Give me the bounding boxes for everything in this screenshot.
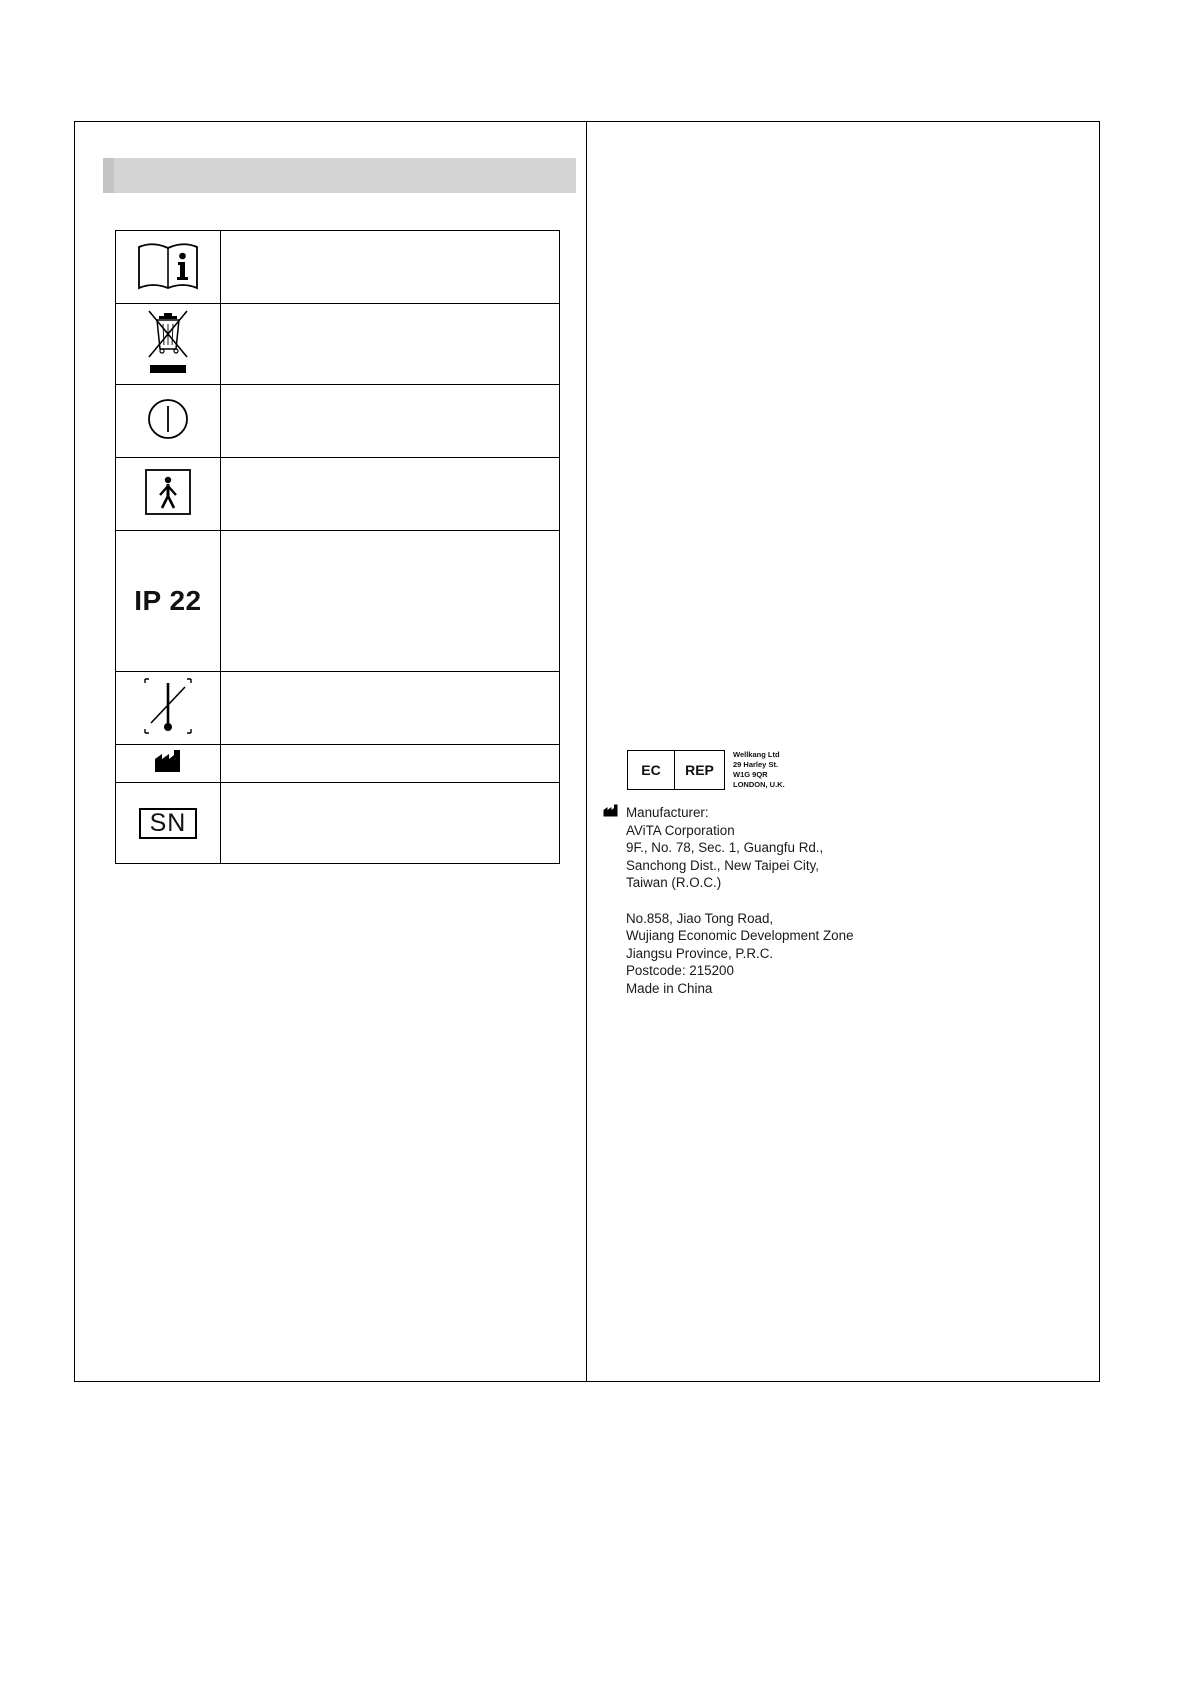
ec-rep-address-line: 29 Harley St. — [733, 760, 779, 769]
address-line: Jiangsu Province, P.R.C. — [626, 945, 774, 961]
table-row — [116, 458, 560, 531]
rep-label: REP — [685, 762, 714, 778]
symbol-cell — [116, 783, 221, 864]
symbols-table — [115, 230, 560, 864]
symbol-cell — [116, 385, 221, 458]
serial-number-label: SN — [139, 808, 197, 839]
symbol-description — [220, 745, 559, 783]
address-line: 9F., No. 78, Sec. 1, Guangfu Rd., — [626, 840, 824, 856]
header-bar-notch — [103, 158, 114, 193]
symbol-description — [220, 385, 559, 458]
ec-rep-address-line: LONDON, U.K. — [733, 780, 785, 789]
manufacturer-small-factory-icon — [603, 804, 618, 817]
symbol-description — [220, 231, 559, 304]
power-on-icon — [146, 397, 190, 441]
symbol-cell — [116, 458, 221, 531]
ip-rating-label: IP 22 — [134, 585, 202, 616]
symbol-description — [220, 783, 559, 864]
manufacturer-factory-icon — [154, 749, 182, 773]
postcode: Postcode: 215200 — [626, 963, 734, 979]
symbol-cell — [116, 745, 221, 783]
symbol-cell — [116, 672, 221, 745]
ec-rep-label — [627, 750, 725, 790]
address-line: Taiwan (R.O.C.) — [626, 875, 722, 891]
symbol-cell — [116, 231, 221, 304]
table-row — [116, 745, 560, 783]
manufacturer-heading: Manufacturer: — [626, 805, 709, 820]
address-line: Wujiang Economic Development Zone — [626, 928, 854, 944]
table-row — [116, 531, 560, 672]
manufacturer-info — [626, 804, 854, 998]
manufacturer-company: AViTA Corporation — [626, 822, 735, 838]
symbol-description — [220, 304, 559, 385]
address-line: No.858, Jiao Tong Road, — [626, 910, 774, 926]
table-row — [116, 385, 560, 458]
column-divider — [586, 121, 587, 1382]
ec-label: EC — [628, 751, 675, 789]
temperature-limit-icon — [143, 677, 193, 735]
symbol-description — [220, 672, 559, 745]
ec-rep-block — [627, 750, 785, 790]
table-row — [116, 231, 560, 304]
weee-crossed-bin-icon — [143, 309, 193, 375]
type-bf-applied-part-icon — [144, 468, 192, 516]
table-row — [116, 304, 560, 385]
made-in: Made in China — [626, 980, 713, 996]
address-line: Sanchong Dist., New Taipei City, — [626, 857, 820, 873]
ec-rep-address-line: Wellkang Ltd — [733, 750, 780, 759]
ec-rep-address-line: W1G 9QR — [733, 770, 768, 779]
instructions-manual-icon — [135, 239, 201, 291]
spacer — [626, 892, 854, 910]
symbol-description — [220, 531, 559, 672]
symbol-description — [220, 458, 559, 531]
symbol-cell — [116, 531, 221, 672]
table-row — [116, 672, 560, 745]
symbol-cell — [116, 304, 221, 385]
ec-rep-address — [733, 750, 785, 790]
table-row — [116, 783, 560, 864]
section-header-bar — [103, 158, 576, 193]
